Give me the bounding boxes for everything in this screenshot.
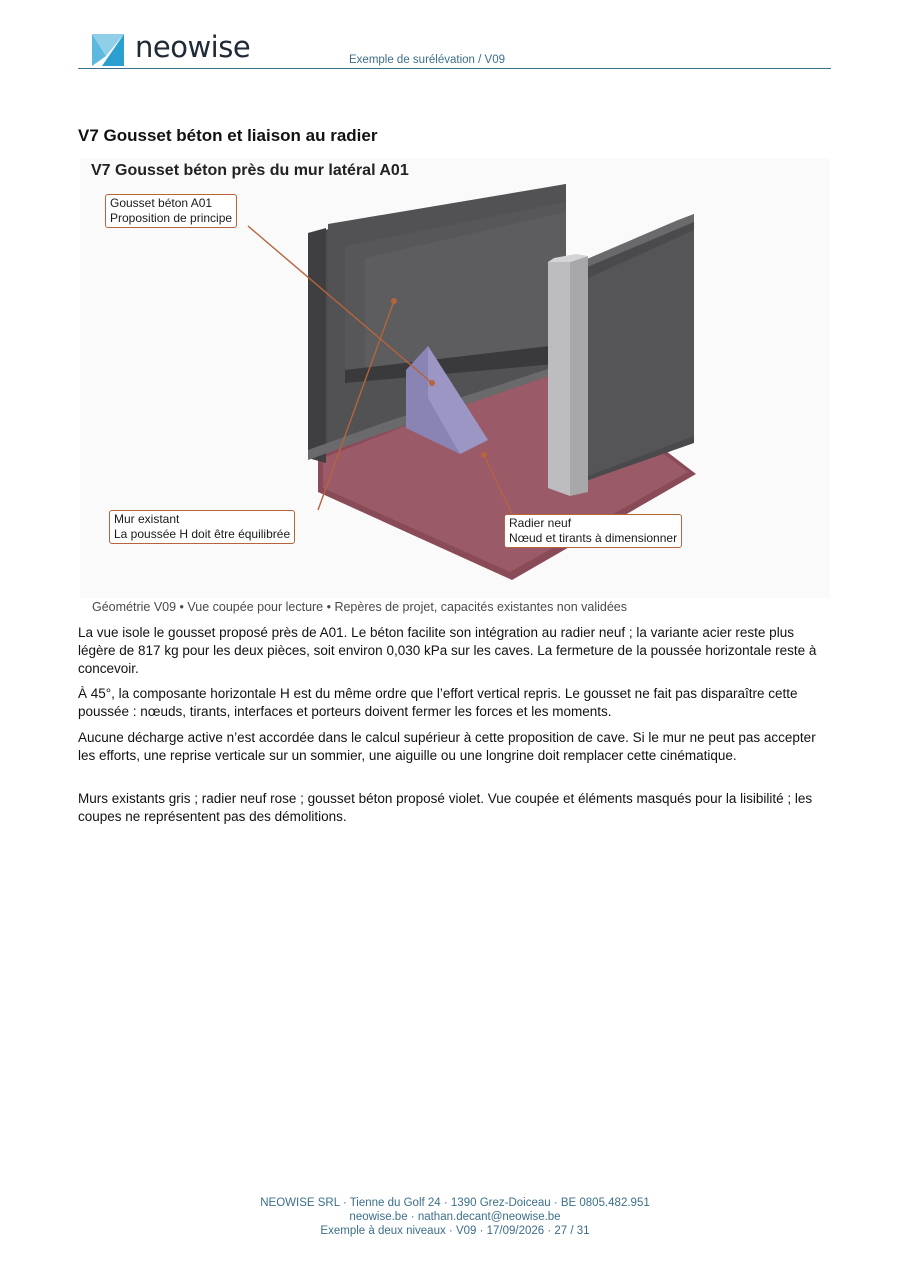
existing-wall-right-post xyxy=(548,262,570,496)
brand-name: neowise xyxy=(135,30,251,64)
neowise-logo-icon xyxy=(92,34,124,66)
figure-caption: Géométrie V09 • Vue coupée pour lecture • Repères de projet, capacités existantes non validées xyxy=(92,600,627,614)
callout-mur-line2: La poussée H doit être équilibrée xyxy=(114,527,291,541)
callout-mur xyxy=(109,510,295,544)
paragraph-3: Aucune décharge active n’est accordée dans le calcul supérieur à cette proposition de cave. Si le mur ne peut pas accepter les efforts, une reprise verticale sur un sommier, une aiguille ou une longrine doit remplacer cette cinématique. xyxy=(78,730,816,763)
paragraph-4: Murs existants gris ; radier neuf rose ; gousset béton proposé violet. Vue coupée et éléments masqués pour la lisibilité ; les coupes ne représentent pas des démolitions. xyxy=(78,791,813,824)
callout-radier-line2: Nœud et tirants à dimensionner xyxy=(509,531,678,545)
existing-wall-right-post-face xyxy=(570,256,588,496)
figure-title: V7 Gousset béton près du mur latéral A01 xyxy=(91,162,409,179)
header-divider xyxy=(78,68,831,69)
callout-gousset-line2: Proposition de principe xyxy=(110,211,233,225)
page-footer xyxy=(0,1196,910,1238)
leader-radier-dot xyxy=(481,452,487,458)
existing-wall-side xyxy=(308,228,326,463)
footer-page-info: Exemple à deux niveaux · V09 · 17/09/2026 · 27 / 31 xyxy=(320,1225,590,1237)
footer-company: NEOWISE SRL · Tienne du Golf 24 · 1390 Grez-Doiceau · BE 0805.482.951 xyxy=(260,1197,650,1209)
page-header xyxy=(78,30,831,70)
callout-mur-line1: Mur existant xyxy=(114,512,180,526)
leader-mur-dot xyxy=(391,298,397,304)
section-title: V7 Gousset béton et liaison au radier xyxy=(78,126,378,145)
callout-radier-line1: Radier neuf xyxy=(509,516,572,530)
header-subtitle: Exemple de surélévation / V09 xyxy=(349,54,505,66)
leader-gousset-dot xyxy=(429,380,435,386)
paragraph-1: La vue isole le gousset proposé près de A01. Le béton facilite son intégration au radier neuf ; la variante acier reste plus légère de 817 kg pour les deux pièces, soit environ 0,030 kPa sur les caves. La fermeture de la poussée horizontale reste à concevoir. xyxy=(78,625,817,676)
paragraph-2: À 45°, la composante horizontale H est du même ordre que l’effort vertical repris. Le gousset ne fait pas disparaître cette poussée : nœuds, tirants, interfaces et porteurs doivent fermer les forces et les moments. xyxy=(78,686,798,719)
figure-3d-view xyxy=(80,158,830,598)
callout-radier xyxy=(504,514,682,548)
callout-gousset xyxy=(105,194,237,228)
callout-gousset-line1: Gousset béton A01 xyxy=(110,196,213,210)
footer-contact: neowise.be · nathan.decant@neowise.be xyxy=(349,1211,561,1223)
